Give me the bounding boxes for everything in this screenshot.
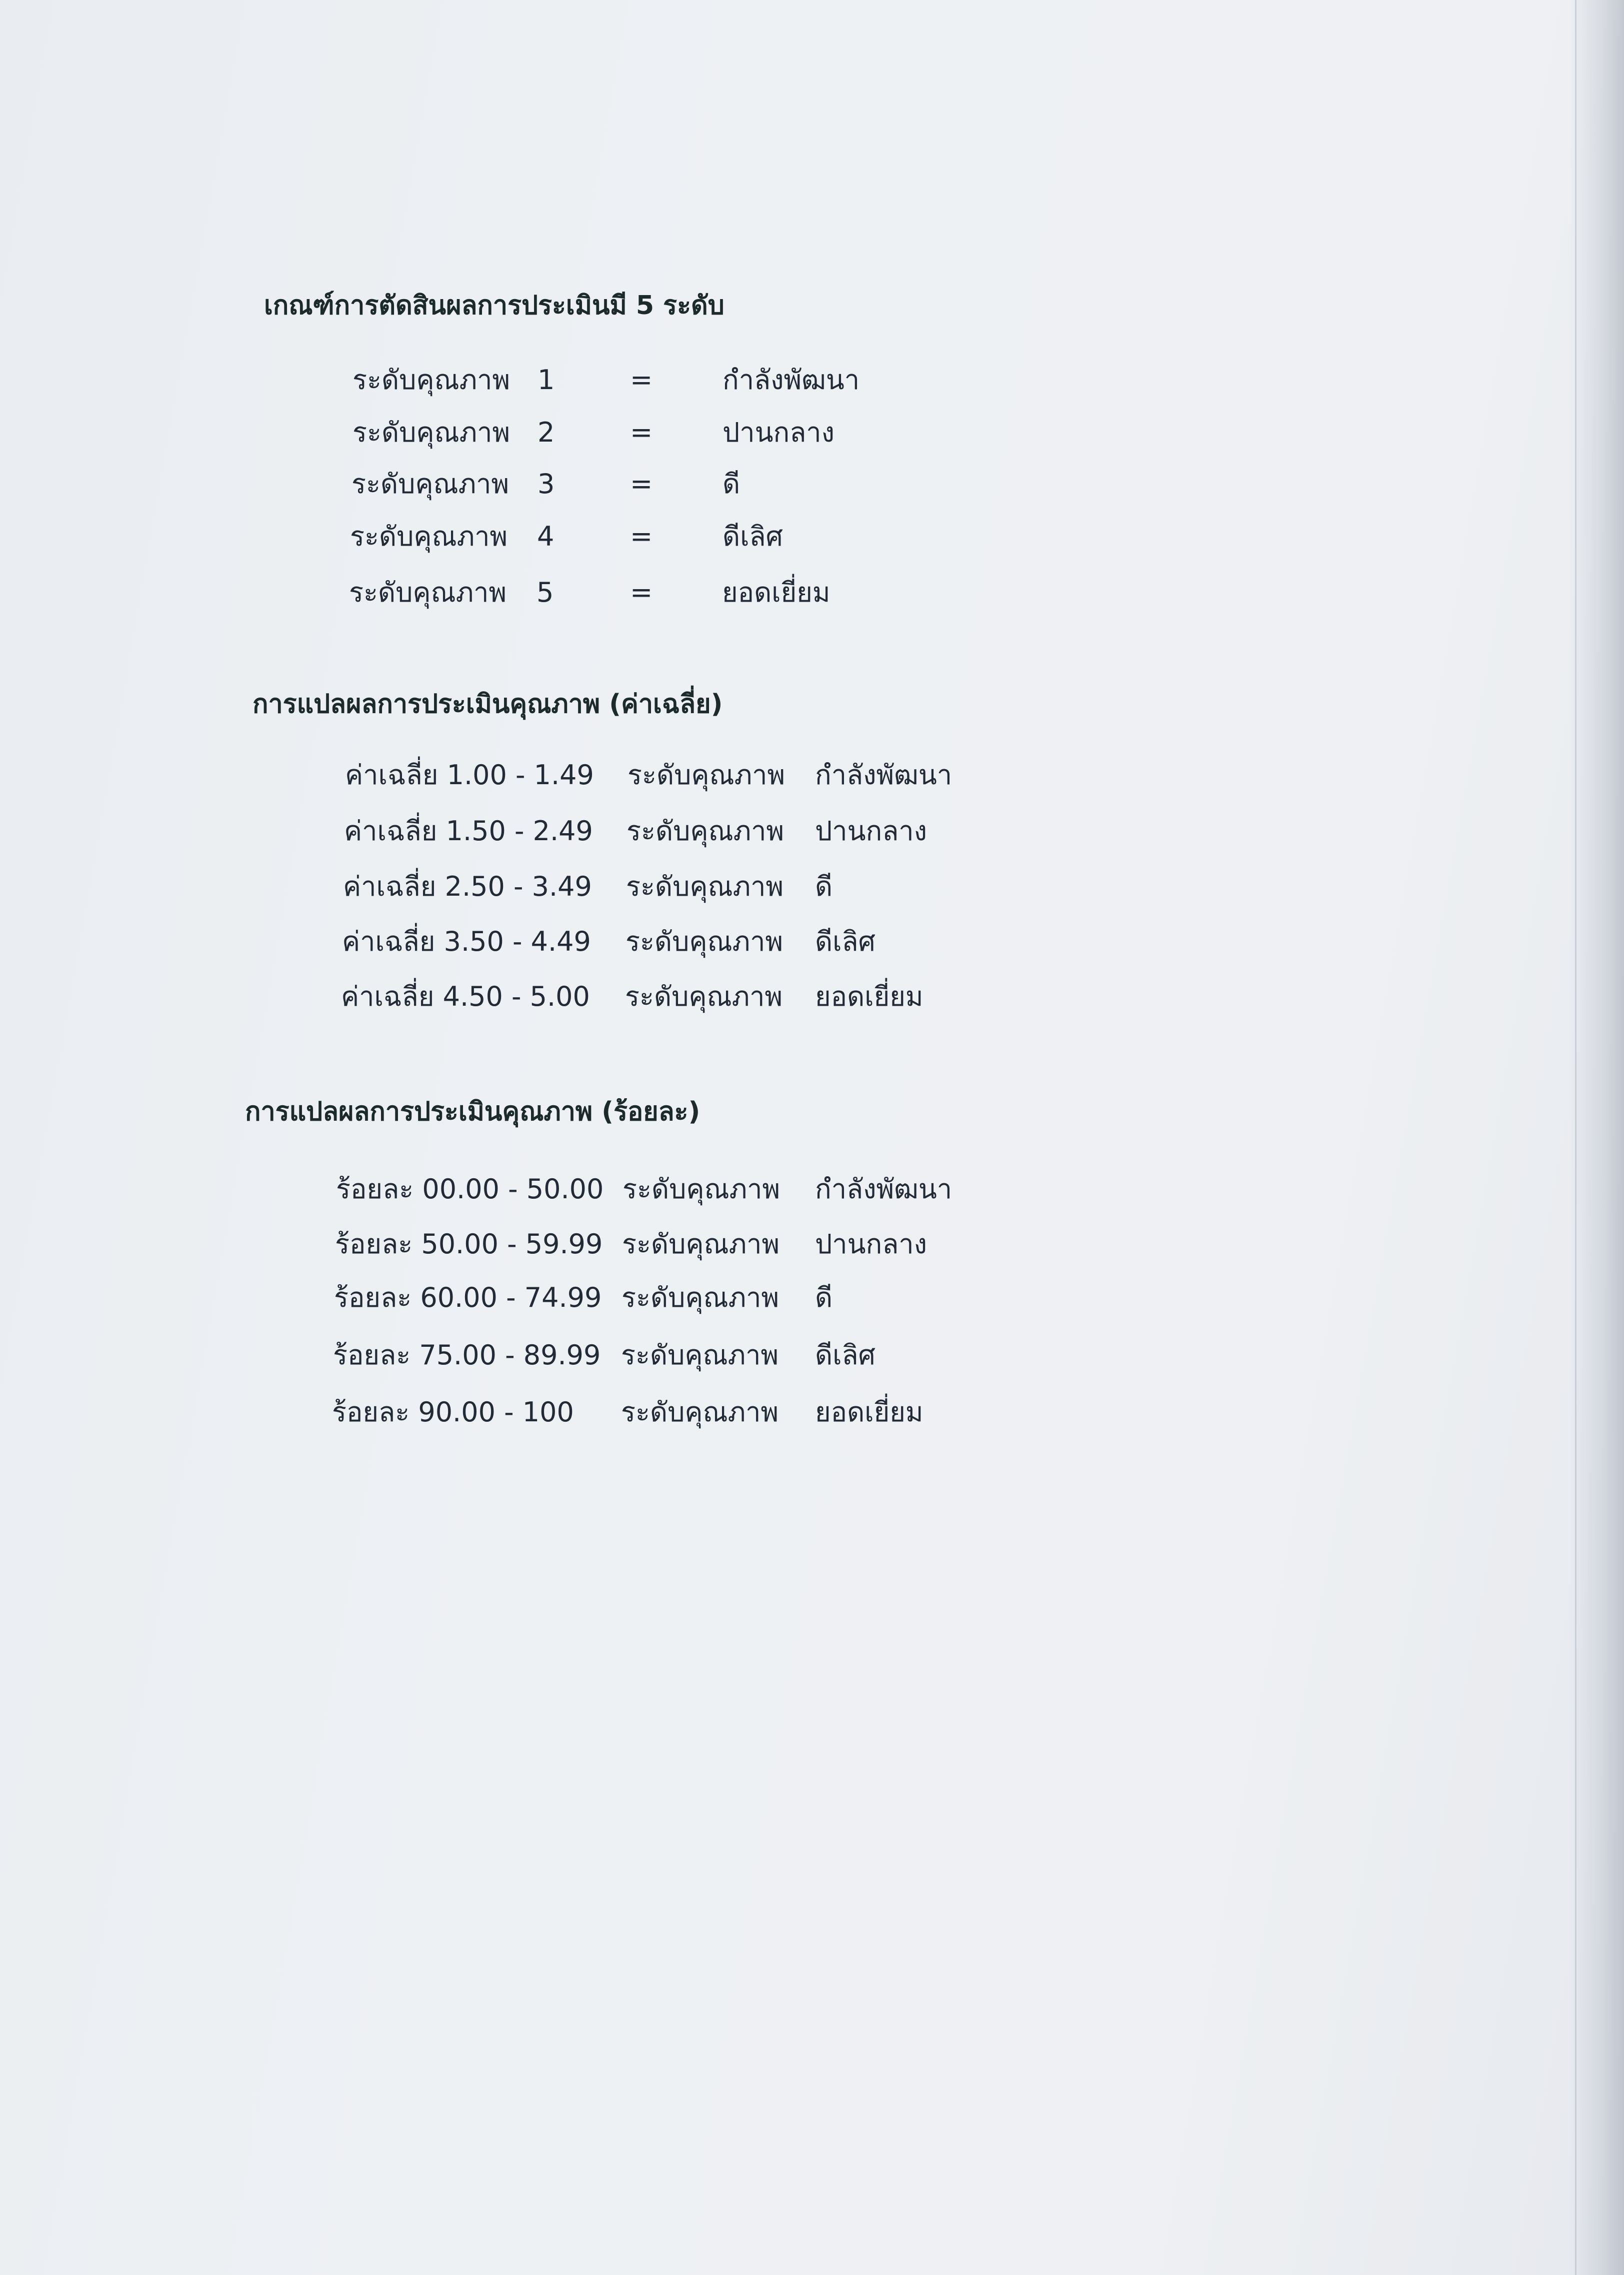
percent-label: ระดับคุณภาพ (622, 1228, 780, 1260)
percent-result: ดี (815, 1282, 833, 1313)
section-title-criteria: เกณฑ์การตัดสินผลการประเมินมี 5 ระดับ (264, 291, 724, 321)
criteria-result: กำลังพัฒนา (722, 364, 860, 396)
average-range: ค่าเฉลี่ย 1.00 - 1.49 (345, 759, 594, 791)
average-result: ยอดเยี่ยม (815, 981, 924, 1012)
criteria-label: ระดับคุณภาพ (349, 577, 507, 608)
criteria-result: ปานกลาง (722, 417, 834, 448)
criteria-label: ระดับคุณภาพ (352, 364, 510, 396)
percent-result: ยอดเยี่ยม (815, 1396, 924, 1428)
average-label: ระดับคุณภาพ (625, 981, 783, 1012)
percent-range: ร้อยละ 75.00 - 89.99 (333, 1339, 601, 1371)
criteria-label: ระดับคุณภาพ (350, 521, 508, 552)
criteria-equals: = (630, 577, 653, 608)
criteria-label: ระดับคุณภาพ (352, 417, 510, 448)
average-range: ค่าเฉลี่ย 2.50 - 3.49 (343, 871, 592, 902)
percent-range: ร้อยละ 60.00 - 74.99 (334, 1282, 602, 1313)
criteria-equals: = (630, 364, 653, 396)
criteria-equals: = (630, 468, 653, 500)
criteria-result: ดี (722, 468, 740, 500)
average-result: ดี (815, 871, 833, 902)
average-range: ค่าเฉลี่ย 4.50 - 5.00 (341, 981, 590, 1012)
criteria-level: 1 (538, 364, 555, 396)
average-label: ระดับคุณภาพ (626, 926, 784, 957)
percent-label: ระดับคุณภาพ (622, 1173, 780, 1205)
percent-result: ดีเลิศ (815, 1339, 876, 1371)
average-result: ดีเลิศ (815, 926, 876, 957)
average-range: ค่าเฉลี่ย 3.50 - 4.49 (342, 926, 591, 957)
criteria-equals: = (630, 417, 653, 448)
percent-range: ร้อยละ 90.00 - 100 (332, 1396, 574, 1428)
percent-label: ระดับคุณภาพ (621, 1396, 779, 1428)
average-result: ปานกลาง (815, 815, 927, 847)
criteria-level: 5 (536, 577, 554, 608)
criteria-result: ยอดเยี่ยม (722, 577, 830, 608)
paper-edge (1575, 0, 1576, 2275)
criteria-level: 2 (538, 417, 555, 448)
criteria-equals: = (630, 521, 653, 552)
criteria-label: ระดับคุณภาพ (352, 468, 510, 500)
percent-label: ระดับคุณภาพ (622, 1282, 780, 1313)
percent-label: ระดับคุณภาพ (621, 1339, 779, 1371)
section-title-percent: การแปลผลการประเมินคุณภาพ (ร้อยละ) (245, 1097, 700, 1127)
percent-range: ร้อยละ 50.00 - 59.99 (335, 1228, 603, 1260)
criteria-result: ดีเลิศ (722, 521, 783, 552)
percent-result: กำลังพัฒนา (815, 1173, 952, 1205)
average-label: ระดับคุณภาพ (628, 759, 786, 791)
percent-range: ร้อยละ 00.00 - 50.00 (336, 1173, 604, 1205)
section-title-average: การแปลผลการประเมินคุณภาพ (ค่าเฉลี่ย) (252, 689, 723, 719)
average-result: กำลังพัฒนา (815, 759, 952, 791)
average-range: ค่าเฉลี่ย 1.50 - 2.49 (344, 815, 593, 847)
average-label: ระดับคุณภาพ (626, 871, 784, 902)
average-label: ระดับคุณภาพ (626, 815, 784, 847)
percent-result: ปานกลาง (815, 1228, 927, 1260)
criteria-level: 3 (538, 468, 555, 500)
criteria-level: 4 (537, 521, 554, 552)
paper-shadow (1569, 0, 1624, 2275)
